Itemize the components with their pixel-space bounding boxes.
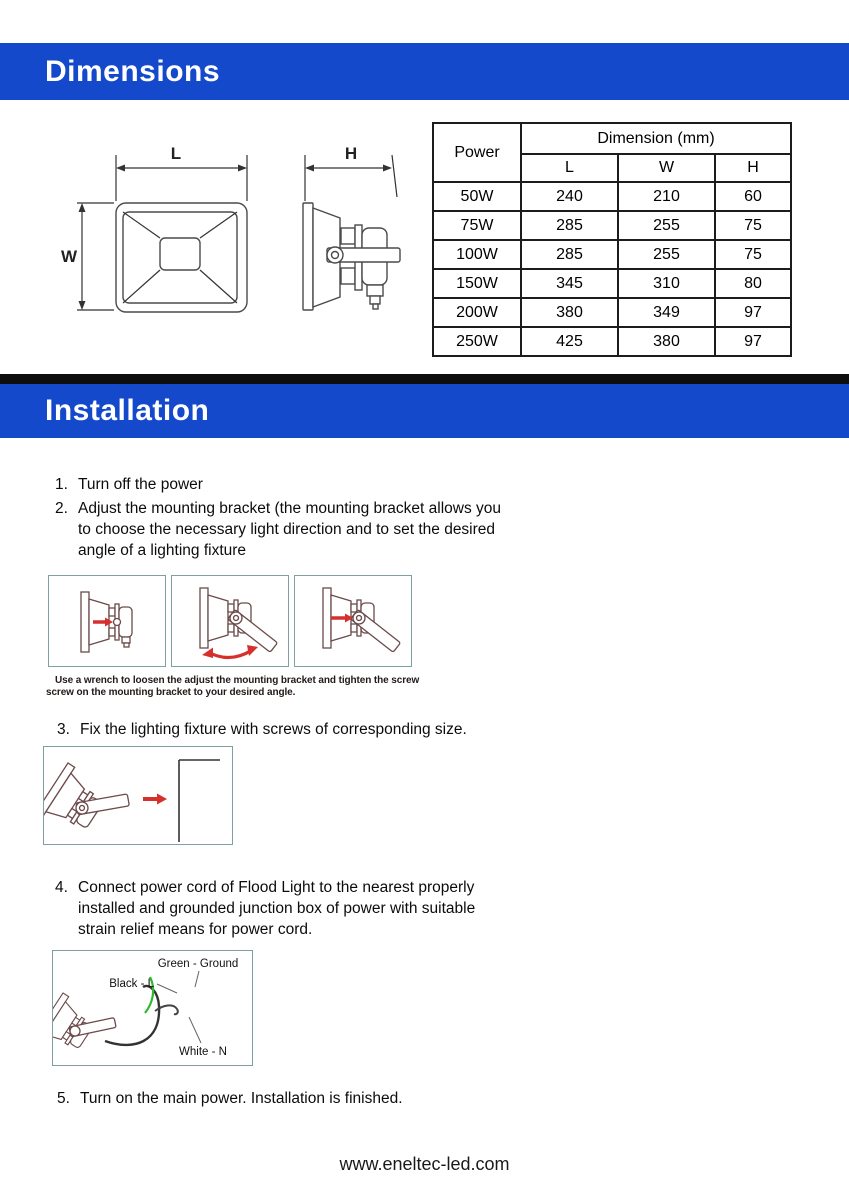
table-cell: 200W [433, 298, 521, 327]
power-cord-drawing [105, 986, 159, 1045]
step-text: Adjust the mounting bracket (the mounting bracket allows you to choose the necessary light direction and to set the desired angle of a lighting fixture [78, 500, 502, 559]
table-row [433, 327, 791, 356]
step-number: 2. [55, 500, 68, 517]
step-number: 5. [57, 1090, 70, 1107]
dimensions-section-header [0, 43, 849, 100]
bracket-panel-loosen [48, 575, 166, 667]
table-header-row [433, 123, 791, 154]
power-header-cell: Power [433, 123, 521, 182]
dimension-label-l: L [170, 144, 182, 163]
table-cell: 349 [618, 298, 715, 327]
step-number: 4. [55, 879, 68, 896]
table-row [433, 240, 791, 269]
step-text: Turn off the power [78, 476, 203, 493]
bracket-adjust-drawing [172, 576, 288, 666]
table-cell: 380 [521, 298, 618, 327]
table-cell: 97 [715, 327, 791, 356]
install-step-5 [57, 1088, 403, 1109]
install-step-2 [55, 498, 503, 561]
table-cell: 75 [715, 211, 791, 240]
caption-line-2: screw on the mounting bracket to your desired angle. [46, 686, 296, 698]
step-number: 3. [57, 721, 70, 738]
table-cell: 100W [433, 240, 521, 269]
step-text: Fix the lighting fixture with screws of corresponding size. [80, 721, 467, 738]
table-cell: 310 [618, 269, 715, 298]
table-row [433, 211, 791, 240]
step-text: Connect power cord of Flood Light to the nearest properly installed and grounded junction box of power with suitable strain relief means for power cord. [78, 879, 476, 938]
table-cell: 50W [433, 182, 521, 211]
bracket-caption [46, 675, 419, 698]
dimension-label-h: H [344, 144, 358, 163]
table-cell: 97 [715, 298, 791, 327]
step-text: Turn on the main power. Installation is finished. [80, 1090, 403, 1107]
table-cell: 255 [618, 240, 715, 269]
dimension-label-w: W [60, 247, 78, 266]
installation-section-header [0, 384, 849, 438]
section-divider-bar [0, 374, 849, 384]
install-step-3 [57, 719, 467, 740]
dimension-header-cell: Dimension (mm) [521, 123, 791, 154]
column-header-w: W [618, 154, 715, 182]
wall-corner-drawing [179, 760, 220, 842]
table-row [433, 298, 791, 327]
footer-url: www.eneltec-led.com [339, 1154, 510, 1174]
bracket-panel-tighten [294, 575, 412, 667]
table-cell: 75W [433, 211, 521, 240]
table-cell: 240 [521, 182, 618, 211]
floodlight-dimension-drawing [45, 135, 435, 360]
live-wire-label: Black - L [109, 978, 154, 990]
table-cell: 60 [715, 182, 791, 211]
bracket-panel-adjust [171, 575, 289, 667]
dimensions-title: Dimensions [45, 54, 221, 88]
floodlight-front-view [116, 203, 247, 312]
column-header-l: L [521, 154, 618, 182]
table-row [433, 182, 791, 211]
bracket-adjustment-panels [48, 575, 412, 667]
table-cell: 75 [715, 240, 791, 269]
table-cell: 150W [433, 269, 521, 298]
table-cell: 210 [618, 182, 715, 211]
bracket-loosen-drawing [49, 576, 165, 666]
installation-title: Installation [45, 394, 210, 427]
neutral-wire-label: White - N [179, 1046, 227, 1058]
install-step-1 [55, 474, 203, 495]
table-cell: 285 [521, 211, 618, 240]
floodlight-side-view [303, 203, 400, 310]
table-cell: 425 [521, 327, 618, 356]
wiring-drawing [53, 951, 252, 1065]
red-curved-arrow-icon [208, 650, 252, 658]
table-cell: 345 [521, 269, 618, 298]
install-step-4 [55, 877, 510, 940]
fixture-mounting-panel [43, 746, 233, 845]
ground-wire-label: Green - Ground [157, 958, 239, 970]
step-number: 1. [55, 476, 68, 493]
bracket-tighten-drawing [295, 576, 411, 666]
dimensions-table [432, 122, 792, 357]
table-cell: 80 [715, 269, 791, 298]
table-cell: 250W [433, 327, 521, 356]
wiring-panel [52, 950, 253, 1066]
table-cell: 285 [521, 240, 618, 269]
caption-line-1: Use a wrench to loosen the adjust the mounting bracket and tighten the screw [55, 675, 420, 686]
table-cell: 380 [618, 327, 715, 356]
table-cell: 255 [618, 211, 715, 240]
column-header-h: H [715, 154, 791, 182]
fixture-mounting-drawing [44, 747, 232, 844]
table-row [433, 269, 791, 298]
dimensions-figure [45, 135, 435, 360]
